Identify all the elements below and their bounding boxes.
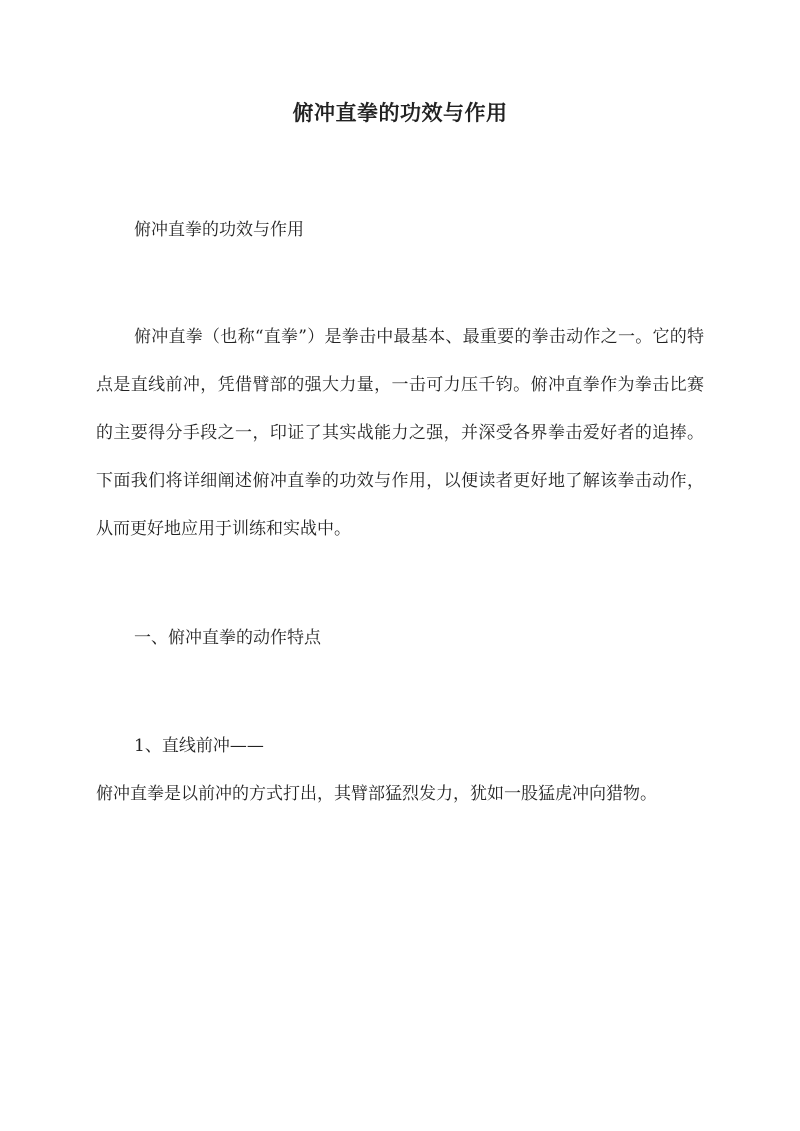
document-subtitle: 俯冲直拳的功效与作用 (134, 220, 304, 240)
body-paragraph-1: 俯冲直拳是以前冲的方式打出，其臂部猛烈发力，犹如一股猛虎冲向猎物。 (96, 784, 657, 804)
sub-heading-1: 1、直线前冲—— (134, 736, 264, 756)
intro-paragraph: 俯冲直拳（也称“直拳”）是拳击中最基本、最重要的拳击动作之一。它的特点是直线前冲，凭借臂部的强大力量，一击可力压千钧。俯冲直拳作为拳击比赛的主要得分手段之一，印证了其实战能力之强，并深受各界拳击爱好者的追捧。下面我们将详细阐述俯冲直拳的功效与作用，以便读者更好地了解该拳击动作，从而更好地应用于训练和实战中。 (96, 327, 704, 539)
page-title: 俯冲直拳的功效与作用 (292, 100, 508, 125)
section-heading-1: 一、俯冲直拳的动作特点 (134, 628, 321, 648)
